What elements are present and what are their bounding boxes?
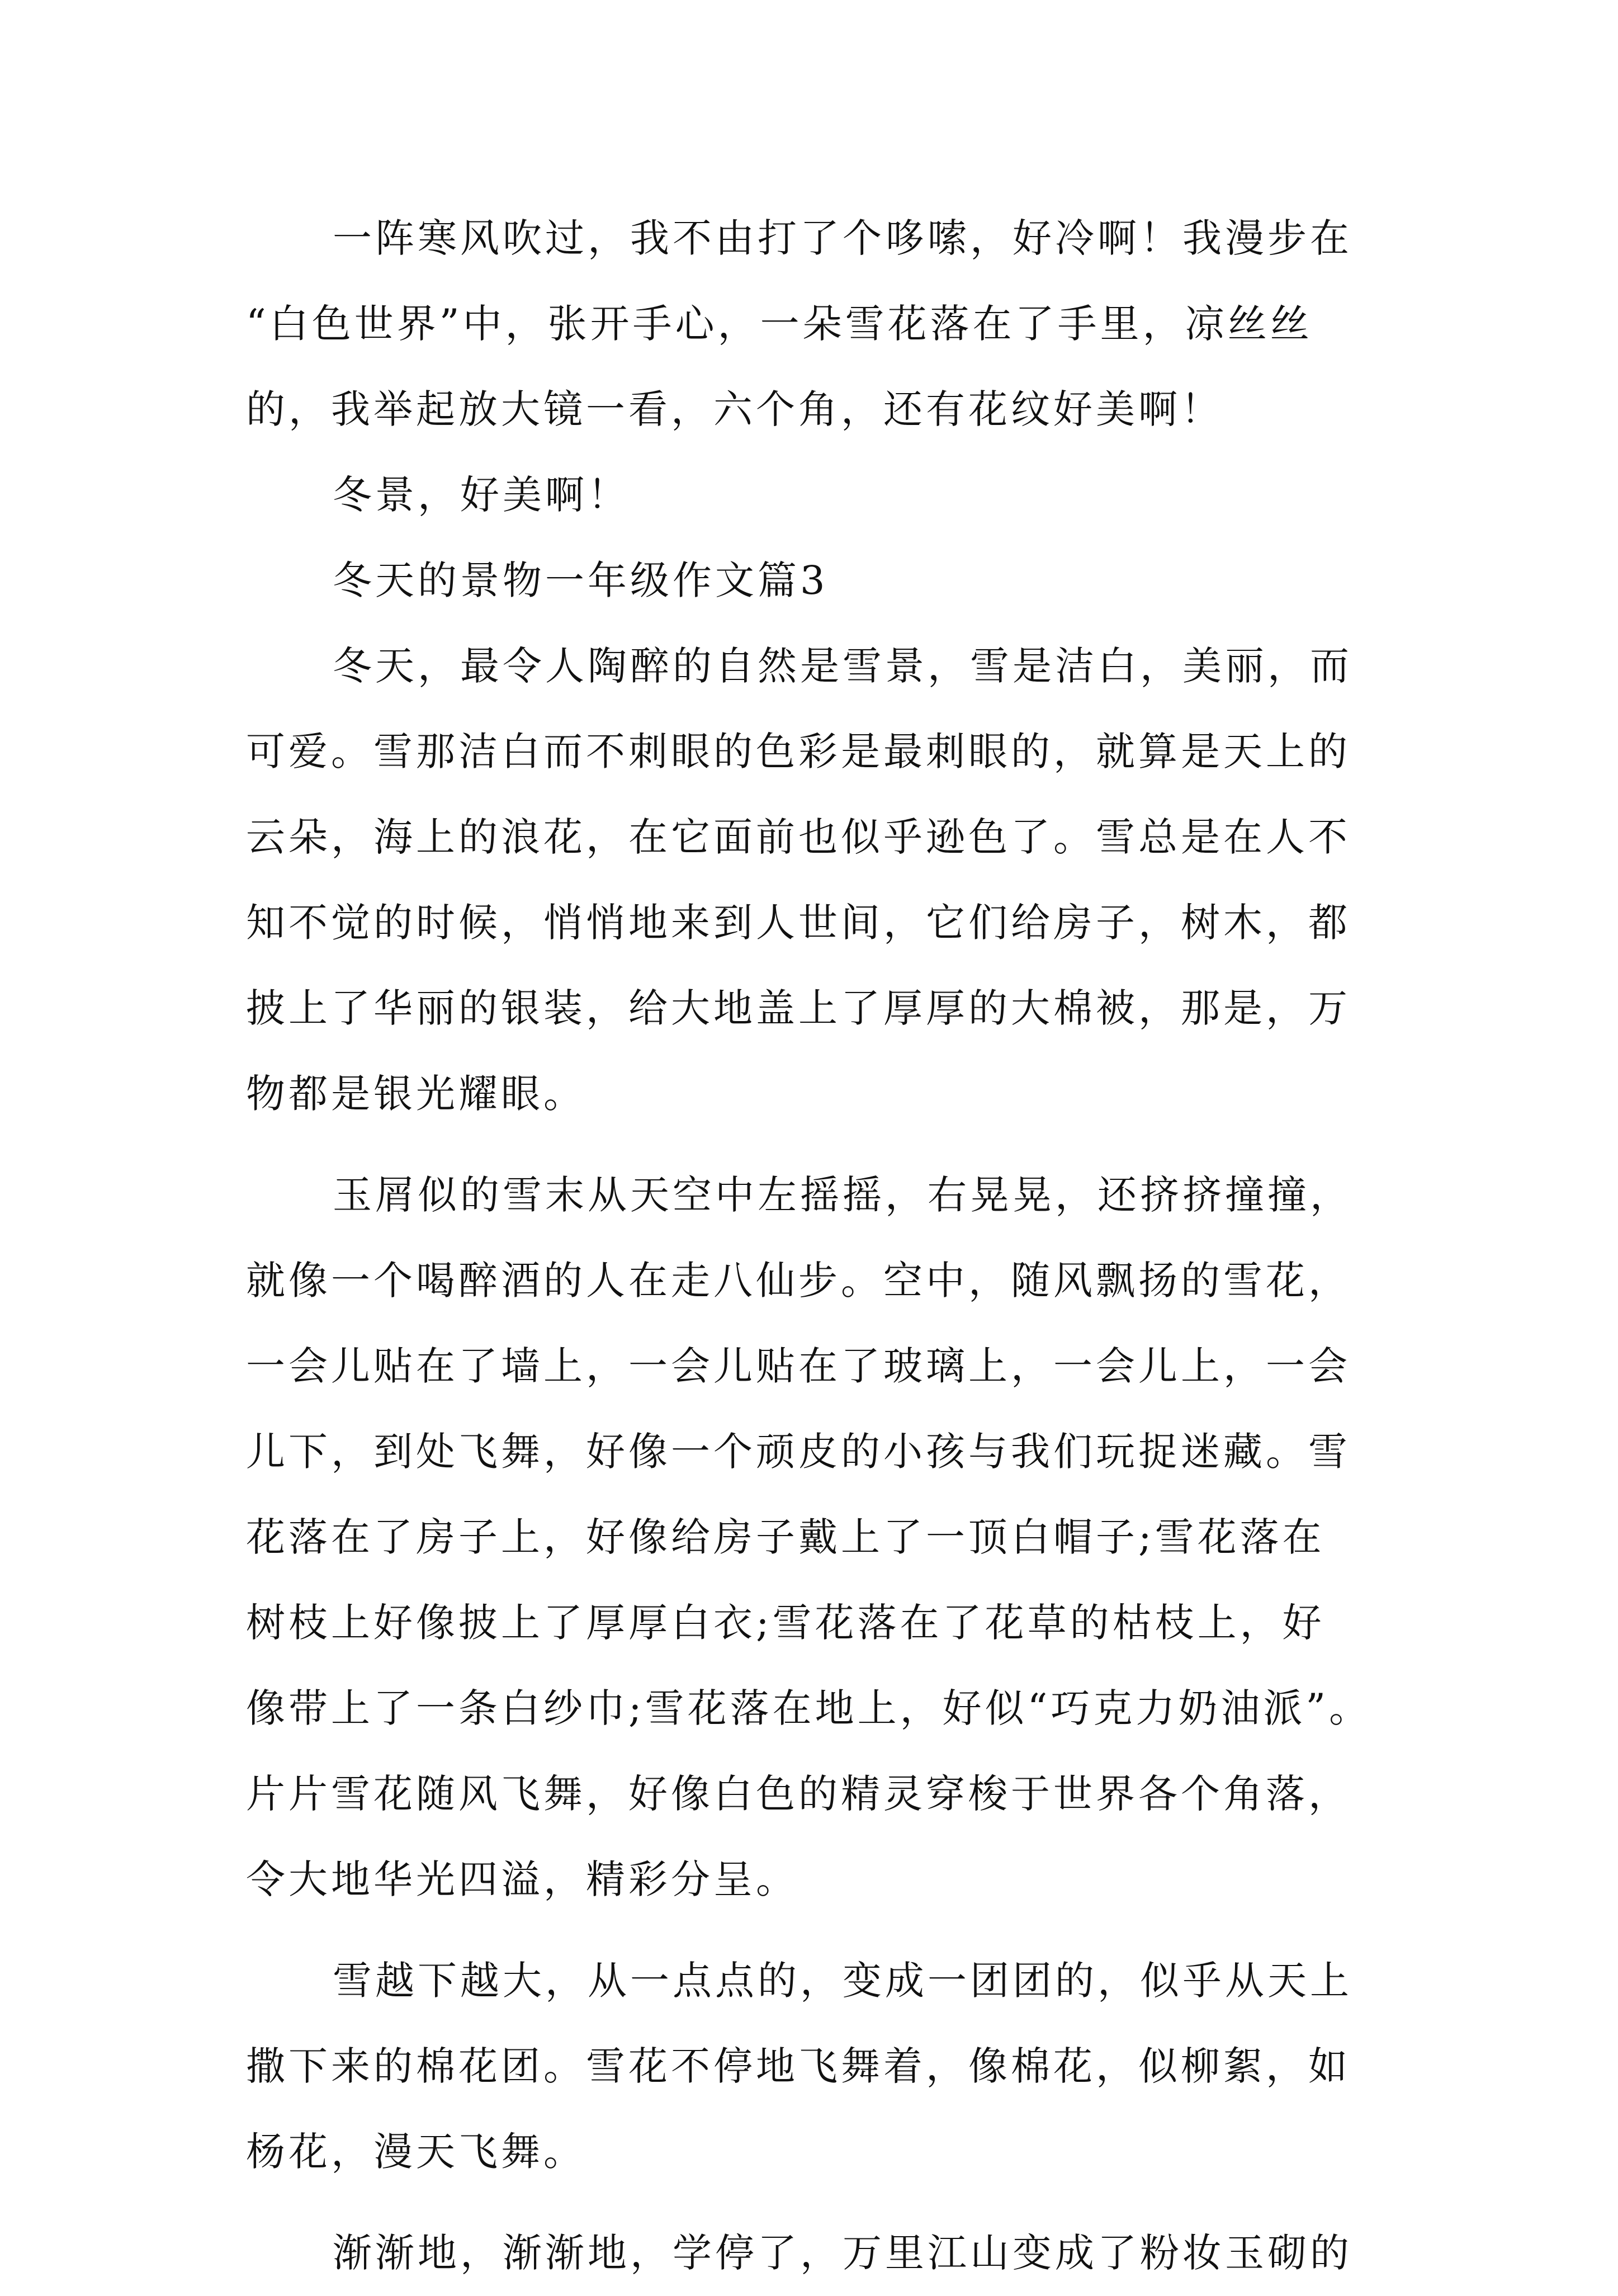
paragraph-4 bbox=[246, 1152, 1431, 1922]
text-line: 冬天，最令人陶醉的自然是雪景，雪是洁白，美丽，而 bbox=[333, 643, 1352, 689]
text-line: 的，我举起放大镜一看，六个角，还有花纹好美啊！ bbox=[246, 386, 1223, 432]
text-line: 花落在了房子上，好像给房子戴上了一顶白帽子;雪花落在 bbox=[246, 1514, 1325, 1560]
text-line: 一阵寒风吹过，我不由打了个哆嗦，好冷啊！我漫步在 bbox=[333, 215, 1352, 261]
text-line: 冬景，好美啊！ bbox=[333, 472, 630, 518]
paragraph-3 bbox=[246, 623, 1431, 1137]
text-line: 令大地华光四溢，精彩分呈。 bbox=[246, 1856, 798, 1902]
paragraph-gap bbox=[246, 1922, 1431, 1938]
paragraph-2 bbox=[246, 452, 1431, 538]
text-line: 雪越下越大，从一点点的，变成一团团的，似乎从天上 bbox=[333, 1958, 1352, 2004]
text-line: 一会儿贴在了墙上，一会儿贴在了玻璃上，一会儿上，一会 bbox=[246, 1343, 1351, 1389]
text-line: 儿下，到处飞舞，好像一个顽皮的小孩与我们玩捉迷藏。雪 bbox=[246, 1429, 1351, 1475]
text-line: 知不觉的时候，悄悄地来到人世间，它们给房子，树木，都 bbox=[246, 900, 1351, 946]
text-line: 可爱。雪那洁白而不刺眼的色彩是最刺眼的，就算是天上的 bbox=[246, 729, 1351, 774]
text-line: “白色世界”中，张开手心，一朵雪花落在了手里，凉丝丝 bbox=[246, 301, 1313, 347]
paragraph-gap bbox=[246, 1137, 1431, 1152]
text-line: 杨花，漫天飞舞。 bbox=[246, 2129, 586, 2175]
text-line: 玉屑似的雪末从天空中左摇摇，右晃晃，还挤挤撞撞， bbox=[333, 1172, 1352, 1218]
paragraph-6 bbox=[246, 2210, 1431, 2296]
text-line: 物都是银光耀眼。 bbox=[246, 1071, 586, 1117]
text-line: 撒下来的棉花团。雪花不停地飞舞着，像棉花，似柳絮，如 bbox=[246, 2043, 1351, 2089]
text-line: 云朵，海上的浪花，在它面前也似乎逊色了。雪总是在人不 bbox=[246, 814, 1351, 860]
paragraph-1 bbox=[246, 196, 1431, 452]
text-line: 像带上了一条白纱巾;雪花落在地上，好似“巧克力奶油派”。 bbox=[246, 1685, 1372, 1731]
heading-text: 冬天的景物一年级作文篇3 bbox=[333, 558, 829, 603]
section-heading bbox=[246, 538, 1431, 623]
text-line: 就像一个喝醉酒的人在走八仙步。空中，随风飘扬的雪花， bbox=[246, 1258, 1351, 1303]
paragraph-5 bbox=[246, 1938, 1431, 2195]
paragraph-gap bbox=[246, 2195, 1431, 2210]
document-body bbox=[246, 196, 1431, 2296]
text-line: 渐渐地，渐渐地，学停了，万里江山变成了粉妆玉砌的 bbox=[333, 2230, 1352, 2276]
text-line: 披上了华丽的银装，给大地盖上了厚厚的大棉被，那是，万 bbox=[246, 985, 1351, 1031]
text-line: 树枝上好像披上了厚厚白衣;雪花落在了花草的枯枝上，好 bbox=[246, 1600, 1325, 1646]
text-line: 片片雪花随风飞舞，好像白色的精灵穿梭于世界各个角落， bbox=[246, 1771, 1351, 1817]
